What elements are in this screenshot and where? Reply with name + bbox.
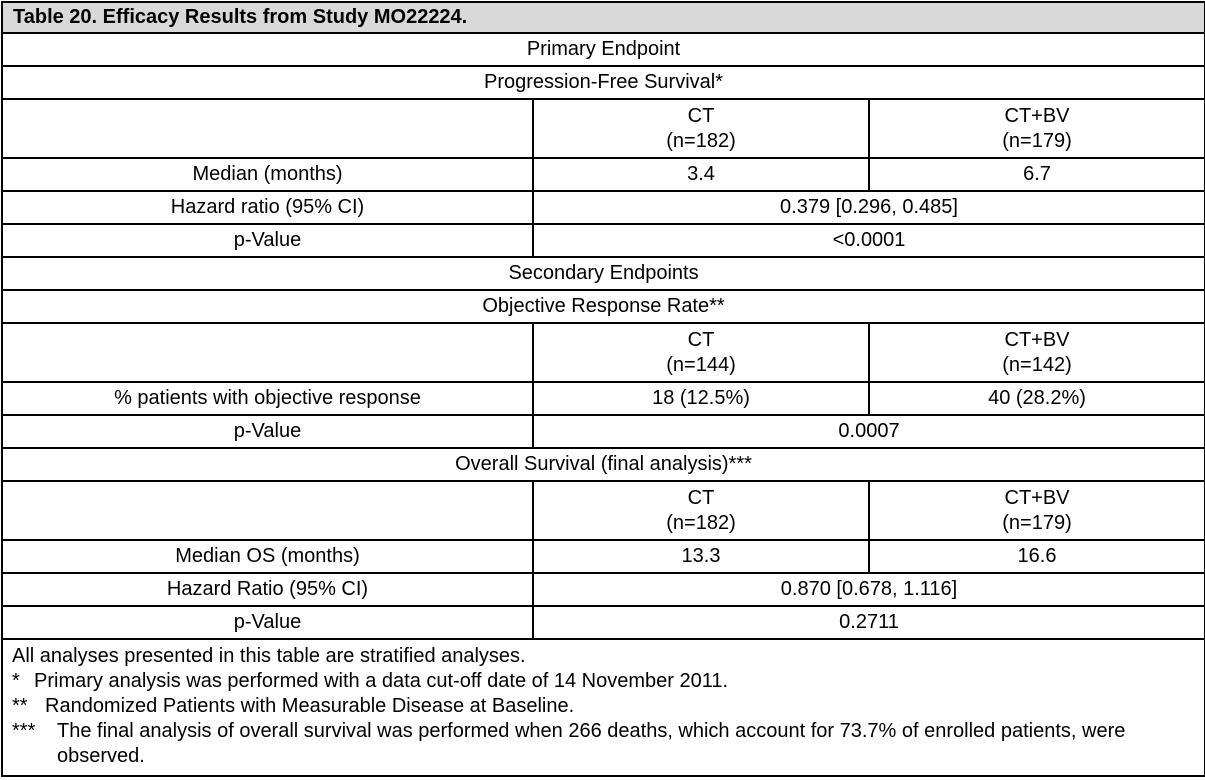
footnote-text: Randomized Patients with Measurable Disease at Baseline. bbox=[45, 695, 575, 717]
combined-value: 0.379 [0.296, 0.485] bbox=[533, 191, 1205, 224]
table-row bbox=[2, 540, 1205, 573]
combined-value: 0.2711 bbox=[533, 606, 1205, 639]
footnote-text: The final analysis of overall survival was performed when 266 deaths, which account for 73.7% of enrolled patients, were observed. bbox=[57, 720, 1126, 767]
row-label: p-Value bbox=[2, 415, 533, 448]
row-label: p-Value bbox=[2, 606, 533, 639]
arm-label: CT bbox=[687, 328, 715, 351]
row-label: Median OS (months) bbox=[2, 540, 533, 573]
combined-value: <0.0001 bbox=[533, 224, 1205, 257]
table-row bbox=[2, 415, 1205, 448]
pfs-arm-header-row bbox=[2, 99, 1205, 158]
orr-ctbv-header bbox=[869, 323, 1205, 382]
arm-n: (n=179) bbox=[1002, 511, 1072, 534]
pfs-ct-header bbox=[533, 99, 869, 158]
footnote bbox=[12, 719, 1195, 769]
footnotes bbox=[2, 639, 1205, 776]
row-label: Hazard Ratio (95% CI) bbox=[2, 573, 533, 606]
table-title: Table 20. Efficacy Results from Study MO22224. bbox=[2, 2, 1205, 33]
efficacy-results-table bbox=[1, 1, 1205, 777]
row-label: Hazard ratio (95% CI) bbox=[2, 191, 533, 224]
arm-n: (n=144) bbox=[666, 353, 736, 376]
ctbv-value: 40 (28.2%) bbox=[869, 382, 1205, 415]
table-row bbox=[2, 573, 1205, 606]
combined-value: 0.0007 bbox=[533, 415, 1205, 448]
footnote-mark: *** bbox=[12, 720, 36, 742]
arm-label: CT bbox=[687, 104, 715, 127]
os-ctbv-header bbox=[869, 481, 1205, 540]
arm-n: (n=182) bbox=[666, 129, 736, 152]
table-row bbox=[2, 158, 1205, 191]
footnote-mark: * bbox=[12, 670, 20, 692]
ctbv-value: 6.7 bbox=[869, 158, 1205, 191]
primary-endpoint-heading: Primary Endpoint bbox=[2, 33, 1205, 66]
os-heading: Overall Survival (final analysis)*** bbox=[2, 448, 1205, 481]
orr-arm-header-row bbox=[2, 323, 1205, 382]
footnote-text: Primary analysis was performed with a data cut-off date of 14 November 2011. bbox=[34, 670, 729, 692]
empty-cell bbox=[2, 481, 533, 540]
empty-cell bbox=[2, 99, 533, 158]
combined-value: 0.870 [0.678, 1.116] bbox=[533, 573, 1205, 606]
arm-label: CT+BV bbox=[1004, 104, 1070, 127]
pfs-heading: Progression-Free Survival* bbox=[2, 66, 1205, 99]
ctbv-value: 16.6 bbox=[869, 540, 1205, 573]
footnote bbox=[12, 669, 1195, 694]
empty-cell bbox=[2, 323, 533, 382]
footnote-mark: ** bbox=[12, 695, 28, 717]
table-row bbox=[2, 606, 1205, 639]
row-label: p-Value bbox=[2, 224, 533, 257]
table-row bbox=[2, 224, 1205, 257]
ct-value: 13.3 bbox=[533, 540, 869, 573]
arm-label: CT+BV bbox=[1004, 328, 1070, 351]
os-ct-header bbox=[533, 481, 869, 540]
ct-value: 18 (12.5%) bbox=[533, 382, 869, 415]
row-label: Median (months) bbox=[2, 158, 533, 191]
arm-n: (n=179) bbox=[1002, 129, 1072, 152]
os-arm-header-row bbox=[2, 481, 1205, 540]
footnote-intro: All analyses presented in this table are stratified analyses. bbox=[12, 645, 526, 667]
table-row bbox=[2, 382, 1205, 415]
secondary-endpoints-heading: Secondary Endpoints bbox=[2, 257, 1205, 290]
footnote bbox=[12, 694, 1195, 719]
row-label: % patients with objective response bbox=[2, 382, 533, 415]
table-row bbox=[2, 191, 1205, 224]
arm-n: (n=142) bbox=[1002, 353, 1072, 376]
orr-ct-header bbox=[533, 323, 869, 382]
orr-heading: Objective Response Rate** bbox=[2, 290, 1205, 323]
arm-label: CT bbox=[687, 486, 715, 509]
pfs-ctbv-header bbox=[869, 99, 1205, 158]
ct-value: 3.4 bbox=[533, 158, 869, 191]
arm-label: CT+BV bbox=[1004, 486, 1070, 509]
arm-n: (n=182) bbox=[666, 511, 736, 534]
